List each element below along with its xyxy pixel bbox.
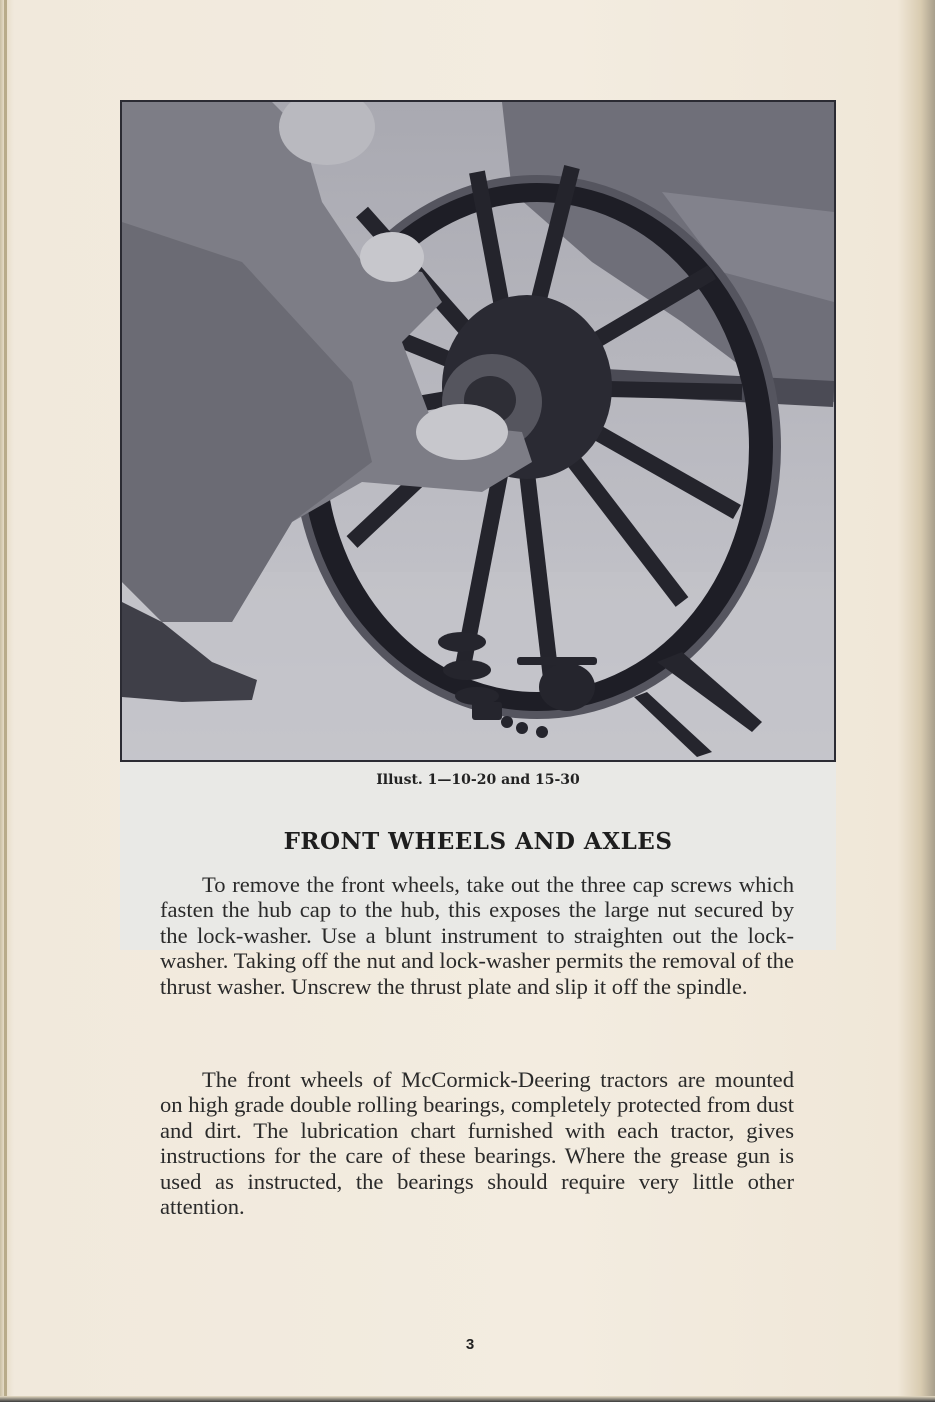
wheel-photo-image bbox=[122, 102, 834, 760]
illustration-caption: Illust. 1—10-20 and 15-30 bbox=[376, 772, 580, 788]
page-number: 3 bbox=[465, 1336, 475, 1353]
body-paragraph-1: To remove the front wheels, take out the three cap screws which fasten the hub cap to the hub, this exposes the large nut secured by the lock-washer. Use a blunt instrument to straighten out the lock-washer. Taking off the nut and lock-washer permits the removal of the thrust washer. Unscrew the thrust plate and slip it off the spindle. bbox=[160, 872, 794, 999]
section-heading: FRONT WHEELS AND AXLES bbox=[283, 828, 673, 855]
page-spine-edge bbox=[4, 0, 7, 1402]
body-paragraph-2: The front wheels of McCormick-Deering tractors are mounted on high grade double rolling bearings, completely protected from dust and dirt. The lubrication chart furnished with each tractor, gives instructions for the care of these bearings. Where the grease gun is used as instructed, the bearings should require very little other attention. bbox=[160, 1067, 794, 1220]
illustration-photo bbox=[120, 100, 836, 762]
page-bottom-edge bbox=[0, 1396, 935, 1402]
